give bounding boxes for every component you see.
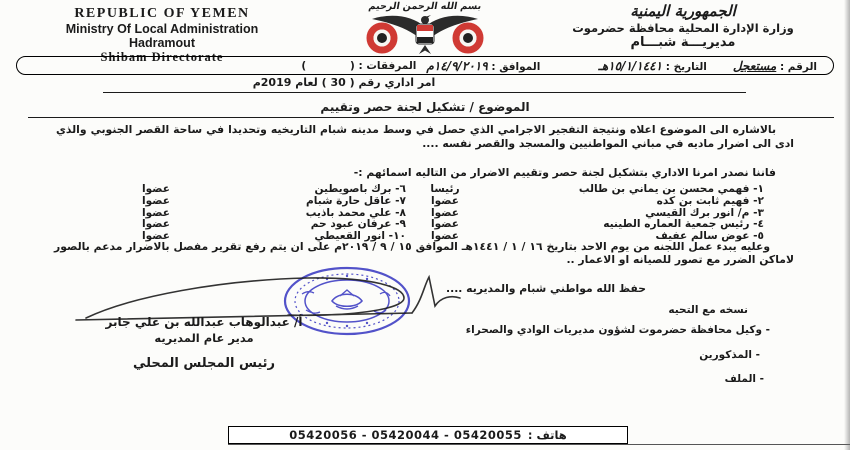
member-role: عضوا [142, 206, 170, 219]
ref-number-value: مستعجل [732, 58, 777, 73]
yemen-eagle-emblem-icon [352, 12, 498, 56]
member-name: ٨- علي محمد باذيب [305, 206, 406, 219]
ref-number-group [733, 59, 817, 73]
member-role: عضوا [431, 230, 459, 243]
committee-intro-line: فاننا نصدر امرنا الاداري بتشكيل لجنة حصر وتقييم الاضرار من التاليه اسمائهم :- [353, 166, 776, 179]
header-arabic-block [538, 2, 828, 50]
horizontal-rule [228, 444, 850, 445]
reference-line-box [16, 56, 834, 75]
closing-paragraph: وعليه يبدء عمل اللجنه من يوم الاحد بتاريخ ١٦ / ١ / ١٤٤١هـ الموافق ١٥ / ٩ / ٢٠١٩م على ان يتم رفع تقرير مفصل بالاضرار مدعم بالصور لاماكن الضرر مع تصور للصيانه او الاعمار .. [54, 240, 794, 267]
member-role: عضوا [142, 183, 170, 195]
phone-bar [228, 426, 628, 444]
directorate-name-arabic: مديريـــة شبـــام [630, 35, 736, 50]
phone-numbers: 05420056 - 05420044 - 05420055 [289, 428, 522, 442]
scan-edge-shadow [844, 0, 850, 450]
member-role: عضوا [431, 206, 459, 219]
member-name: ٤- رئيس جمعية العماره الطينيه [603, 218, 764, 231]
ref-number-label: الرقم : [779, 60, 817, 73]
ref-corresponding-label: الموافق : [491, 60, 541, 73]
country-name-english: REPUBLIC OF YEMEN [74, 6, 250, 21]
directorate-name-english: Shibam Directorate [100, 50, 224, 64]
ref-date-label: التاريخ : [665, 60, 707, 73]
member-name: ٢- فهيم ثابت بن كده [656, 194, 764, 207]
ref-corresponding-value: ١٤/٩/٢٠١٩م [426, 58, 488, 73]
member-role: عضوا [142, 218, 170, 231]
bismillah-calligraphy: بسم الله الرحمن الرحيم [367, 1, 483, 12]
horizontal-rule [103, 92, 746, 93]
member-role: رئيسا [430, 183, 460, 195]
phone-label: هاتف : [527, 428, 567, 442]
signature-block [68, 315, 340, 371]
member-name: ١٠- انور القعيطي [314, 230, 406, 243]
cc-heading: نسخه مع التحيه [668, 304, 748, 316]
national-emblem [352, 1, 498, 59]
governorate-name-english: Hadramout [129, 36, 195, 50]
member-name: ٥- عوض سالم عفيف [655, 230, 764, 243]
member-name: ٦- برك باصويطين [314, 183, 406, 195]
member-role: عضوا [142, 230, 170, 243]
country-name-arabic: الجمهورية اليمنية [630, 2, 736, 20]
ministry-name-arabic: وزارة الإدارة المحلية محافظة حضرموت [572, 21, 794, 35]
cc-list [466, 304, 770, 385]
member-name: ٩- عرفان عبود حم [310, 218, 406, 231]
signatory-title-council-president: رئيس المجلس المحلي [132, 356, 276, 371]
body-paragraph: بالاشاره الى الموضوع اعلاه ونتيجة التفجير الاجرامي الذي حصل في وسط مدينه شبام التاريخيه وتحديدا في ساحة القصر الجنوبي والذي ادى الى اضرار ماديه في مباني المواطنيين والمسجد والقصر نفسه .... [56, 123, 794, 150]
member-name: ١- فهمي محسن بن يماني بن طالب [578, 183, 764, 195]
prayer-line: حفظ الله مواطني شبام والمديريه .... [446, 282, 646, 295]
admin-order-number-line: امر اداري رقم ( 30 ) لعام 2019م [252, 76, 436, 89]
subject-line: الموضوع / تشكيل لجنة حصر وتقييم [320, 100, 530, 114]
ref-corresponding-group [426, 59, 540, 73]
cc-item: - الملف [724, 373, 764, 385]
committee-members-table [104, 184, 764, 243]
ref-attachments: المرفقات : ( ) [301, 59, 417, 72]
member-name: ٧- عاقل حارة شبام [306, 194, 406, 207]
signatory-title-director: مدير عام المديريه [154, 331, 254, 345]
ref-date-group [598, 59, 707, 73]
cc-item: - وكيل محافظة حضرموت لشؤون مديريات الوادي والصحراء [465, 324, 770, 336]
cc-item: - المذكورين [699, 349, 760, 361]
ministry-name-english: Ministry Of Local Administration [65, 22, 259, 36]
signatory-name: أ/ عبدالوهاب عبدالله بن علي جابر [105, 315, 303, 329]
member-role: عضوا [431, 218, 459, 231]
horizontal-rule [28, 117, 834, 118]
member-role: عضوا [431, 194, 459, 207]
ref-date-value: ١٥/١/١٤٤١هـ [598, 58, 663, 73]
member-role: عضوا [142, 194, 170, 207]
member-name: ٣- م/ انور برك القيسي [645, 206, 764, 219]
